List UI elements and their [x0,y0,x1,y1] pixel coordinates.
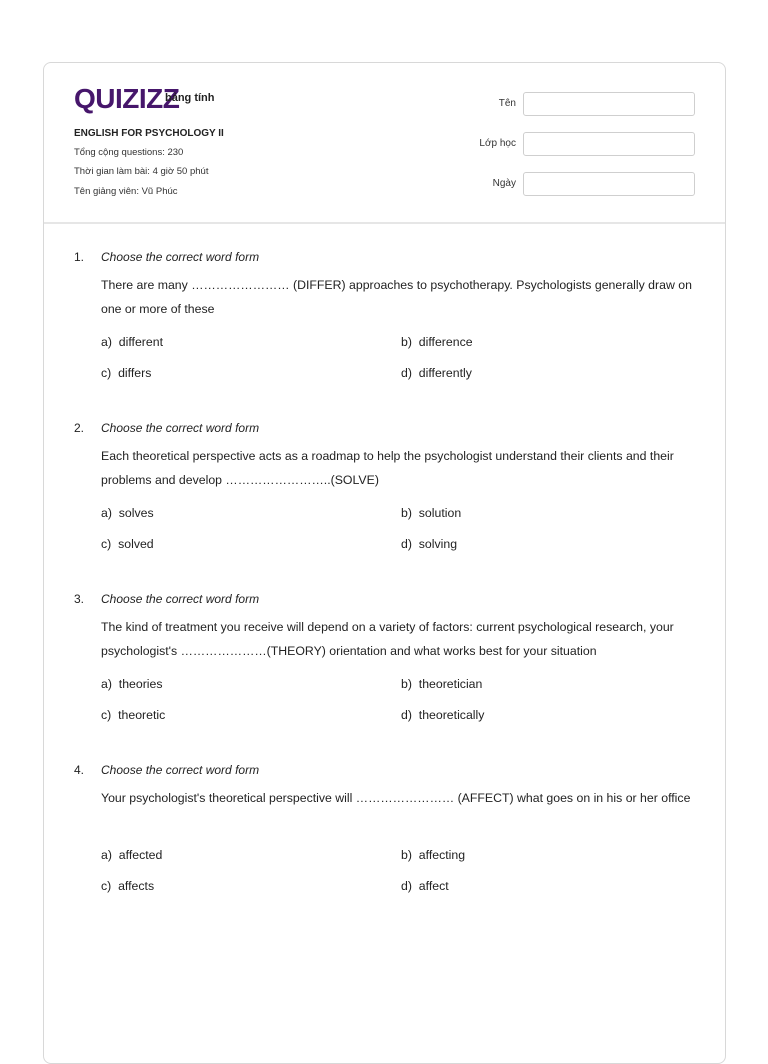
option-letter: c) [101,366,112,380]
option-text: theoretician [418,677,483,691]
name-field[interactable] [523,92,695,116]
teacher-name: Tên giảng viên: Vũ Phúc [74,186,178,197]
option-letter: b) [401,506,412,520]
option-letter: c) [101,879,112,893]
name-label: Tên [498,98,516,109]
option-letter: a) [101,335,112,349]
option-letter: b) [401,677,412,691]
option-text: solving [418,537,458,551]
option-a[interactable] [101,335,163,349]
quizizz-logo: QUIZIZZ [74,83,180,114]
option-b[interactable] [401,848,465,862]
option-text: differs [118,366,152,380]
question-heading: Choose the correct word form [101,250,260,264]
time-limit: Thời gian làm bài: 4 giờ 50 phút [74,166,209,177]
class-label: Lớp học [479,138,516,149]
option-letter: b) [401,848,412,862]
option-a[interactable] [101,506,154,520]
option-text: solved [118,537,154,551]
option-b[interactable] [401,677,482,691]
option-text: different [118,335,163,349]
option-letter: a) [101,506,112,520]
option-text: affect [418,879,449,893]
option-text: theories [118,677,163,691]
question-heading: Choose the correct word form [101,592,260,606]
option-letter: c) [101,708,112,722]
course-title: ENGLISH FOR PSYCHOLOGY II [74,128,224,139]
option-text: differently [418,366,472,380]
option-a[interactable] [101,848,162,862]
option-c[interactable] [101,366,151,380]
question-number: 1. [74,250,85,264]
option-text: solves [118,506,154,520]
option-a[interactable] [101,677,163,691]
question-heading: Choose the correct word form [101,763,260,777]
option-d[interactable] [401,708,484,722]
option-b[interactable] [401,506,461,520]
option-letter: b) [401,335,412,349]
option-letter: d) [401,879,412,893]
logo-subtitle: bảng tính [165,92,215,104]
date-field[interactable] [523,172,695,196]
option-d[interactable] [401,537,457,551]
worksheet-header [44,63,725,224]
option-c[interactable] [101,879,154,893]
question-number: 2. [74,421,85,435]
option-text: solution [418,506,462,520]
question-text: The kind of treatment you receive will depend on a variety of factors: current psychological research, your psychologist's …………………(THEORY) orientation and what works best for your situation [101,620,674,658]
question-number: 3. [74,592,85,606]
option-d[interactable] [401,879,449,893]
option-text: affected [118,848,163,862]
option-letter: a) [101,848,112,862]
option-d[interactable] [401,366,472,380]
option-text: affects [118,879,155,893]
class-field[interactable] [523,132,695,156]
option-text: difference [418,335,473,349]
question-text: Your psychologist's theoretical perspective will …………………… (AFFECT) what goes on in his or her office [101,791,691,805]
option-text: affecting [418,848,466,862]
question-text: Each theoretical perspective acts as a roadmap to help the psychologist understand their clients and their problems and develop ……………………..(SOLVE) [101,449,674,487]
option-letter: d) [401,708,412,722]
option-text: theoretic [118,708,166,722]
worksheet-page [43,62,726,1064]
question-number: 4. [74,763,85,777]
option-c[interactable] [101,537,154,551]
option-letter: d) [401,537,412,551]
option-letter: d) [401,366,412,380]
option-letter: a) [101,677,112,691]
date-label: Ngày [492,178,516,189]
total-questions: Tổng cộng questions: 230 [74,147,184,158]
option-b[interactable] [401,335,473,349]
option-text: theoretically [418,708,485,722]
option-c[interactable] [101,708,165,722]
option-letter: c) [101,537,112,551]
question-heading: Choose the correct word form [101,421,260,435]
question-text: There are many …………………… (DIFFER) approaches to psychotherapy. Psychologists generally draw on one or more of these [101,278,692,316]
